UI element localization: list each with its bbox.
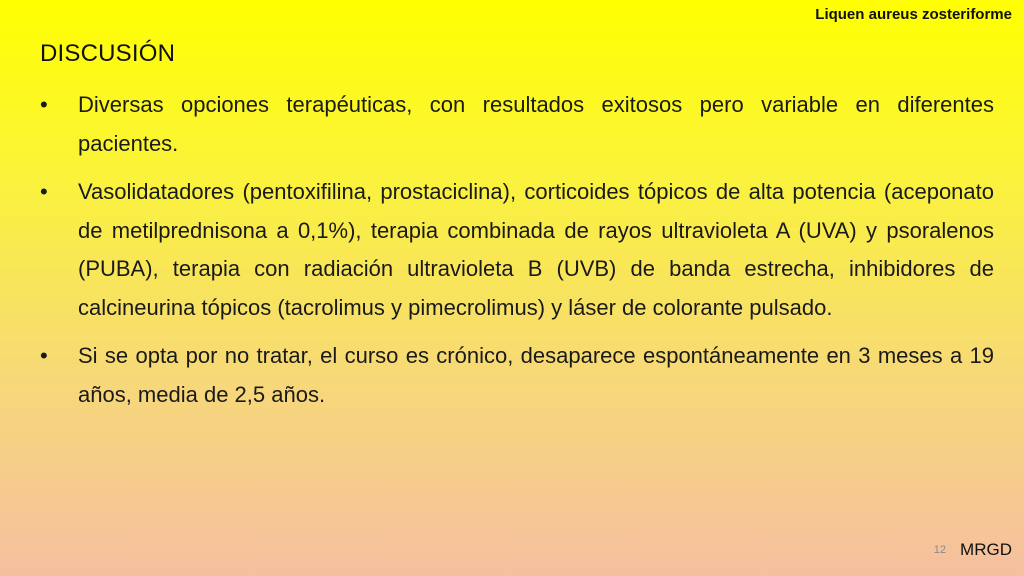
- slide-heading: DISCUSIÓN: [40, 40, 176, 67]
- page-number: 12: [933, 544, 946, 556]
- header-title: Liquen aureus zosteriforme: [815, 6, 1012, 23]
- bullet-dot-icon: •: [40, 92, 48, 117]
- bullet-text: Vasolidatadores (pentoxifilina, prostaciclina), corticoides tópicos de alta potencia (aceponato de metilprednisona a 0,1%), terapia combinada de rayos ultravioleta A (UVA) y psoralenos (PUBA), terapia con radiación ultravioleta B (UVB) de banda estrecha, inhibidores de calcineurina tópicos (tacrolimus y pimecrolimus) y láser de colorante pulsado.: [78, 179, 994, 320]
- bullet-text: Diversas opciones terapéuticas, con resultados exitosos pero variable en diferentes pacientes.: [78, 92, 994, 156]
- bullet-item: [38, 173, 994, 327]
- bullet-list: [38, 86, 994, 424]
- footer-author: MRGD: [960, 540, 1012, 559]
- bullet-text: Si se opta por no tratar, el curso es crónico, desaparece espontáneamente en 3 meses a 19 años, media de 2,5 años.: [78, 343, 994, 407]
- bullet-dot-icon: •: [40, 179, 48, 204]
- bullet-item: [38, 337, 994, 414]
- bullet-item: [38, 86, 994, 163]
- bullet-dot-icon: •: [40, 343, 48, 368]
